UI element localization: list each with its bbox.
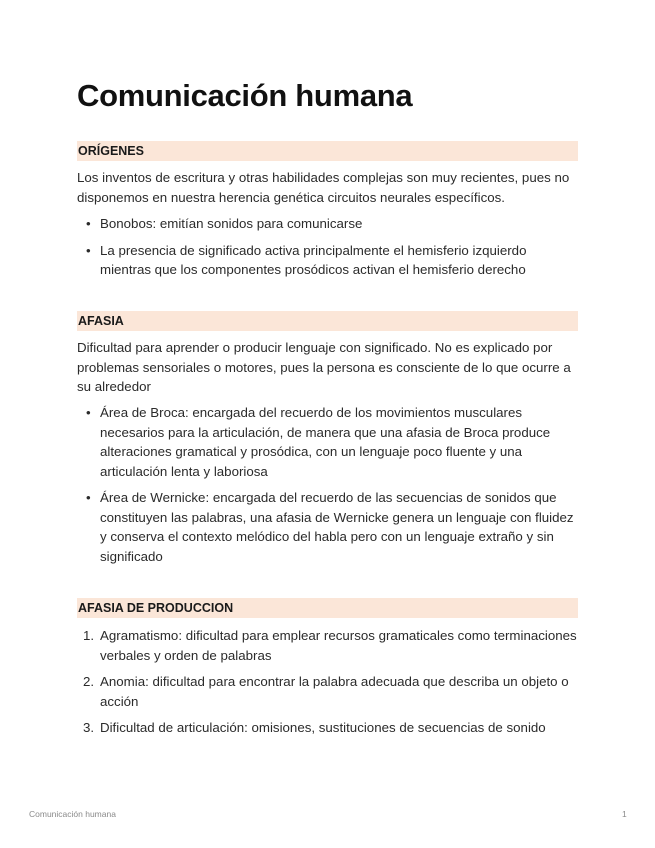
section-heading-produccion: AFASIA DE PRODUCCION [77,598,578,618]
bullet-list-afasia [77,403,578,573]
bullet-icon: • [86,216,91,231]
list-item: • Bonobos: emitían sonidos para comunicarse [77,214,578,234]
footer-doc-name: Comunicación humana [29,809,116,819]
list-item: • Área de Wernicke: encargada del recuerdo de las secuencias de sonidos que constituyen las palabras, una afasia de Wernicke genera un lenguaje con fluidez y conserva el contexto melódico del habla pero con un lenguaje extraño y sin significado [86,490,574,564]
bullet-icon: • [86,490,91,505]
bullet-icon: • [86,405,91,420]
list-item: • Área de Broca: encargada del recuerdo de los movimientos musculares necesarios para la articulación, de manera que una afasia de Broca produce alteraciones gramatical y prosódica, con un lenguaje poco fluente y una articulación lenta y laboriosa [86,405,551,479]
list-number: 2. [83,674,95,689]
list-item: 3. Dificultad de articulación: omisiones, sustituciones de secuencias de sonido [77,718,578,738]
list-item: • La presencia de significado activa principalmente el hemisferio izquierdo mientras que los componentes prosódicos activan el hemisferio derecho [86,242,527,277]
list-number: 1. [83,628,95,643]
bullet-icon: • [86,242,91,258]
list-item: 2. Anomia: dificultad para encontrar la palabra adecuada que describa un objeto o acción [83,674,569,709]
paragraph-origenes: Los inventos de escritura y otras habilidades complejas son muy recientes, pues no disponemos en nuestra herencia genética circuitos neurales específicos. [77,170,570,205]
list-item: 1. Agramatismo: dificultad para emplear recursos gramaticales como terminaciones verbales y orden de palabras [83,628,577,663]
bullet-list-origenes [77,214,578,287]
page-title: Comunicación humana [77,78,413,113]
list-number: 3. [83,720,95,735]
footer-page-number: 1 [622,809,627,819]
paragraph-afasia: Dificultad para aprender o producir lenguaje con significado. No es explicado por problemas sensoriales o motores, pues la persona es consciente de lo que ocurre a su alrededor [77,340,571,394]
section-heading-afasia: AFASIA [77,311,578,331]
numbered-list-produccion [77,626,578,745]
section-heading-origenes: ORÍGENES [77,141,578,161]
